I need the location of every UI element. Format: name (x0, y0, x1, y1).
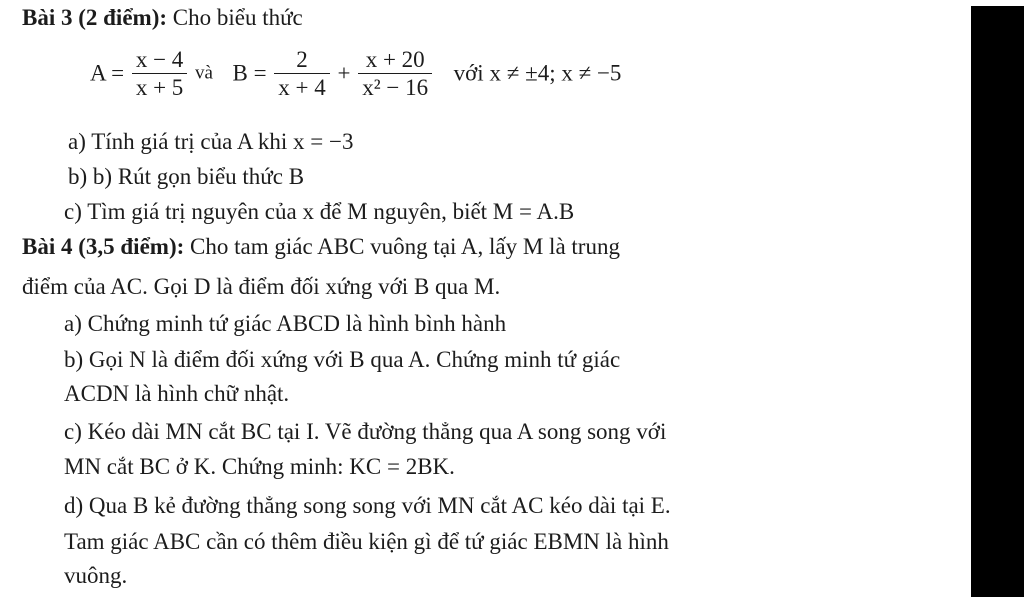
bai4-item-b: b) Gọi N là điểm đối xứng với B qua A. Chứng minh tứ giác (64, 347, 621, 372)
bai3-item-b: b) b) Rút gọn biểu thức B (68, 164, 305, 189)
formula-va: và (195, 62, 213, 84)
bai4-item-c-cont: MN cắt BC ở K. Chứng minh: KC = 2BK. (64, 454, 455, 479)
formula-a-lhs: A = (90, 60, 125, 86)
bai3-item-c: c) Tìm giá trị nguyên của x để M nguyên, biết M = A.B (64, 199, 575, 224)
fraction-b1-denominator: x + 4 (278, 75, 326, 100)
bai3-intro: Cho biểu thức (167, 5, 303, 30)
fraction-b2-denominator: x² − 16 (362, 75, 429, 100)
bai3-heading (22, 4, 303, 32)
fraction-b1-numerator: 2 (274, 46, 329, 74)
formula-condition: với x ≠ ±4; x ≠ −5 (453, 60, 622, 86)
bai4-title: Bài 4 (3,5 điểm): (22, 234, 185, 259)
fraction-a (132, 46, 187, 101)
bai4-intro-line1: Cho tam giác ABC vuông tại A, lấy M là trung (184, 234, 620, 259)
bai3-title: Bài 3 (2 điểm): (22, 5, 168, 30)
bai4-item-a: a) Chứng minh tứ giác ABCD là hình bình hành (64, 311, 507, 336)
bai4-intro-line2: điểm của AC. Gọi D là điểm đối xứng với B qua M. (22, 274, 501, 299)
black-side-bar (971, 6, 1024, 597)
bai4-item-b-cont: ACDN là hình chữ nhật. (64, 381, 290, 406)
formula-plus: + (337, 60, 351, 86)
formula-b-lhs: B = (232, 60, 267, 86)
bai3-item-a: a) Tính giá trị của A khi x = −3 (68, 129, 354, 154)
bai4-item-d: d) Qua B kẻ đường thẳng song song với MN cắt AC kéo dài tại E. (64, 493, 671, 518)
fraction-a-numerator: x − 4 (132, 46, 187, 74)
fraction-b1 (274, 46, 329, 101)
bai4-item-d-cont2: vuông. (64, 563, 128, 588)
fraction-b2 (358, 46, 432, 101)
bai4-item-c: c) Kéo dài MN cắt BC tại I. Vẽ đường thẳng qua A song song với (64, 419, 667, 444)
fraction-b2-numerator: x + 20 (358, 46, 432, 74)
bai4-heading (22, 233, 620, 261)
bai3-formula (90, 46, 621, 101)
bai4-item-d-cont1: Tam giác ABC cần có thêm điều kiện gì để tứ giác EBMN là hình (64, 529, 669, 554)
fraction-a-denominator: x + 5 (135, 75, 184, 100)
